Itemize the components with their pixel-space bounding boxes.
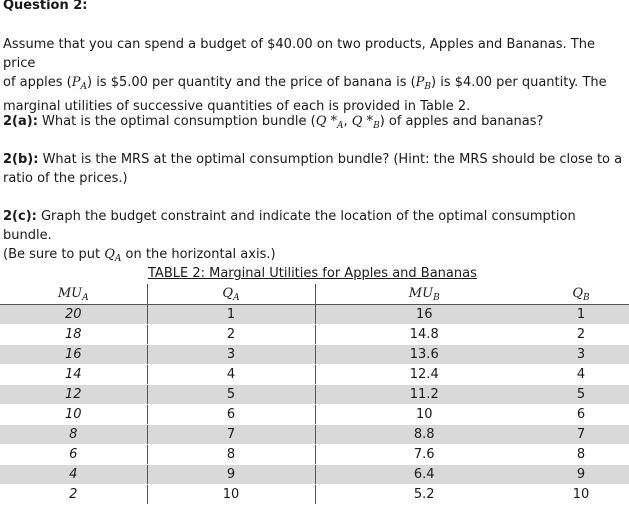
cell-mu-b: 14.8 [315, 325, 533, 345]
question-2b: 2(b): What is the MRS at the optimal consumption bundle? (Hint: the MRS should be close to a ratio of the prices.) [3, 152, 623, 186]
intro-paragraph: Assume that you can spend a budget of $40.00 on two products, Apples and Bananas. The price of apples $(P_A)$ is $5.00 per quantity and the price of banana is $(P_B)$ is $4.00 per quantity. The marginal utilities of successive quantities of each is provided in Table 2. [3, 37, 607, 114]
cell-mu-b: 8.8 [315, 425, 533, 445]
marginal-utility-table [0, 284, 629, 505]
question-2a: 2(a): What is the optimal consumption bundle (Q $*_A$, Q $*_B$) of apples and bananas? [3, 114, 544, 131]
optimal-qb-symbol: Q $*_B$ [351, 114, 380, 131]
table-caption: TABLE 2: Marginal Utilities for Apples and Bananas [148, 266, 477, 281]
cell-q-b: 4 [533, 365, 629, 385]
cell-q-a: 9 [147, 465, 315, 485]
cell-mu-b: 13.6 [315, 345, 533, 365]
cell-q-b: 2 [533, 325, 629, 345]
cell-q-b: 5 [533, 385, 629, 405]
price-apples-symbol: $P_A$ [71, 75, 87, 92]
cell-mu-b: 5.2 [315, 485, 533, 505]
table-row [0, 325, 629, 345]
cell-mu-a: 8 [0, 425, 147, 445]
table-row [0, 425, 629, 445]
cell-mu-b: 12.4 [315, 365, 533, 385]
cell-q-a: 5 [147, 385, 315, 405]
qa-axis-symbol: $Q_A$ [104, 247, 122, 264]
cell-q-b: 9 [533, 465, 629, 485]
cell-q-a: 4 [147, 365, 315, 385]
table-row [0, 405, 629, 425]
cell-q-b: 6 [533, 405, 629, 425]
cell-q-a: 10 [147, 485, 315, 505]
price-bananas-symbol: $P_B$ [415, 75, 432, 92]
cell-q-b: 10 [533, 485, 629, 505]
cell-q-b: 3 [533, 345, 629, 365]
cell-mu-a: 12 [0, 385, 147, 405]
cell-q-a: 8 [147, 445, 315, 465]
cell-mu-a: 20 [0, 305, 147, 325]
cell-q-b: 7 [533, 425, 629, 445]
cell-mu-b: 7.6 [315, 445, 533, 465]
table-row [0, 345, 629, 365]
question-2c: 2(c): Graph the budget constraint and indicate the location of the optimal consumption bundle. (Be sure to put $Q_A$ on the horizontal axis.) [3, 209, 576, 264]
cell-mu-a: 16 [0, 345, 147, 365]
cell-q-a: 6 [147, 405, 315, 425]
cell-mu-a: 18 [0, 325, 147, 345]
cell-mu-a: 2 [0, 485, 147, 505]
cell-mu-a: 10 [0, 405, 147, 425]
question-title: Question 2: [3, 0, 88, 13]
cell-mu-b: 6.4 [315, 465, 533, 485]
cell-mu-a: 4 [0, 465, 147, 485]
cell-q-b: 8 [533, 445, 629, 465]
cell-q-a: 7 [147, 425, 315, 445]
cell-mu-b: 10 [315, 405, 533, 425]
optimal-qa-symbol: Q $*_A$ [315, 114, 344, 131]
cell-q-a: 2 [147, 325, 315, 345]
header-mu-b: $MU_B$ [315, 284, 533, 305]
table-row [0, 305, 629, 325]
cell-mu-b: 11.2 [315, 385, 533, 405]
cell-q-a: 1 [147, 305, 315, 325]
table-row [0, 465, 629, 485]
cell-q-a: 3 [147, 345, 315, 365]
cell-mu-a: 6 [0, 445, 147, 465]
table-row [0, 445, 629, 465]
header-q-b: $Q_B$ [533, 284, 629, 305]
table-row [0, 385, 629, 405]
table-header-row [0, 284, 629, 305]
cell-mu-b: 16 [315, 305, 533, 325]
header-mu-a: $MU_A$ [0, 284, 147, 305]
table-row [0, 365, 629, 385]
cell-q-b: 1 [533, 305, 629, 325]
cell-mu-a: 14 [0, 365, 147, 385]
header-q-a: $Q_A$ [147, 284, 315, 305]
table-row [0, 485, 629, 505]
